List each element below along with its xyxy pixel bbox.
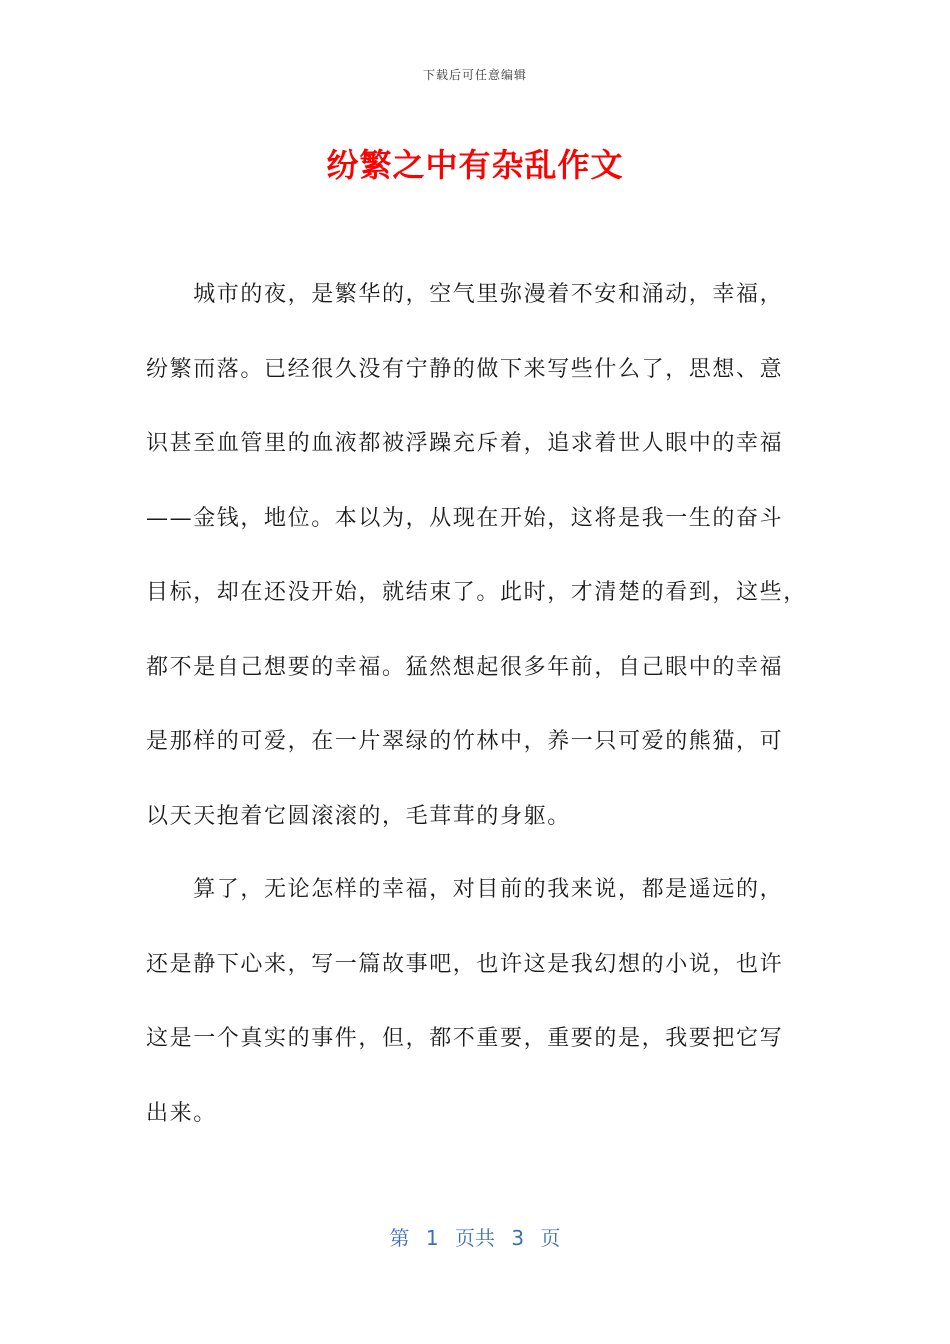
paragraph-line: 出来。 (146, 1100, 217, 1126)
paragraph-line: 识甚至血管里的血液都被浮躁充斥着，追求着世人眼中的幸福 (146, 431, 784, 456)
paragraph-2 (146, 853, 806, 1151)
paragraph-line: 都不是自己想要的幸福。猛然想起很多年前，自己眼中的幸福 (146, 654, 784, 680)
paragraph-line: 是那样的可爱，在一片翠绿的竹林中，养一只可爱的熊猫，可 (146, 729, 784, 754)
document-title: 纷繁之中有杂乱作文 (326, 146, 624, 184)
paragraph-line: 还是静下心来，写一篇故事吧，也许这是我幻想的小说，也许 (146, 951, 784, 977)
paragraph-line: 城市的夜，是繁华的，空气里弥漫着不安和涌动，幸福， (146, 282, 784, 307)
paragraph-line: 这是一个真实的事件，但，都不重要，重要的是，我要把它写 (146, 1026, 784, 1051)
header-note: 下载后可任意编辑 (422, 68, 527, 82)
paragraph-line: 目标，却在还没开始，就结束了。此时，才清楚的看到，这些， (146, 580, 807, 605)
page-number-footer: 第 1 页共 3 页 (389, 1226, 561, 1250)
paragraph-line: 纷繁而落。已经很久没有宁静的做下来写些什么了，思想、意 (146, 356, 784, 382)
paragraph-line: ——金钱，地位。本以为，从现在开始，这将是我一生的奋斗 (146, 505, 784, 531)
paragraph-line: 以天天抱着它圆滚滚的，毛茸茸的身躯。 (146, 803, 571, 829)
paragraph-line: 算了，无论怎样的幸福，对目前的我来说，都是遥远的， (146, 877, 784, 902)
paragraph-1 (146, 258, 806, 854)
